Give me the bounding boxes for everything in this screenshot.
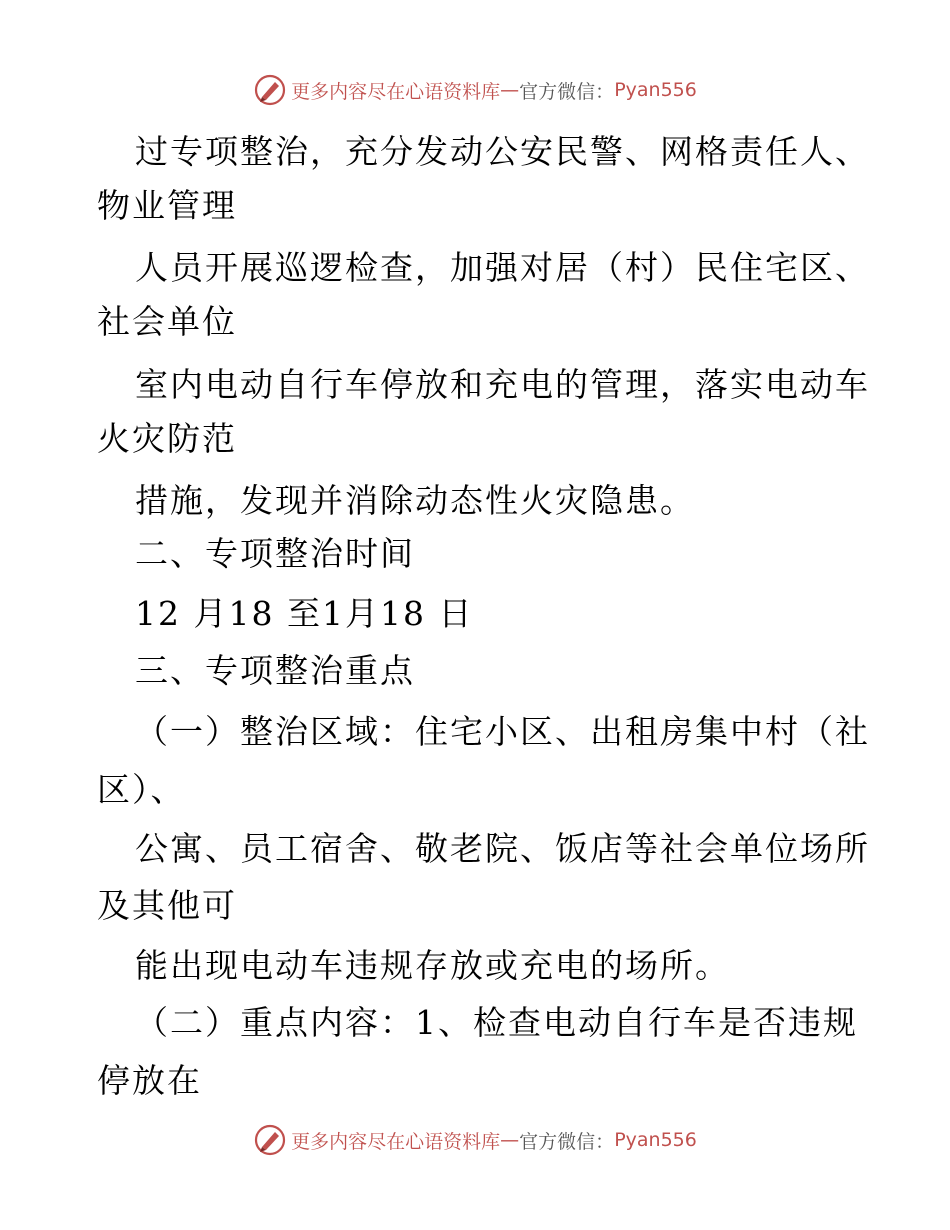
watermark-wechat-id: Pyan556	[614, 79, 697, 101]
watermark-separator: —	[500, 1129, 520, 1151]
paragraph-line: 及其他可	[97, 886, 237, 925]
paragraph-line: 过专项整治，充分发动公安民警、网格责任人、	[135, 132, 870, 171]
footer-watermark	[0, 1120, 950, 1160]
paragraph-line: 区）、	[97, 770, 186, 809]
paragraph-line: 停放在	[97, 1061, 202, 1100]
pen-nib-logo-icon	[253, 1123, 287, 1157]
paragraph-line: 能出现电动车违规存放或充电的场所。	[135, 946, 730, 985]
schedule-dates: 12 月18 至1月18 日	[135, 594, 474, 633]
section-heading: 三、专项整治重点	[135, 651, 415, 690]
paragraph-line: 室内电动自行车停放和充电的管理，落实电动车	[135, 365, 870, 404]
paragraph-line: 物业管理	[97, 186, 237, 225]
paragraph-line: （二）重点内容：1、检查电动自行车是否违规	[135, 1003, 858, 1042]
watermark-label: 官方微信：	[519, 80, 615, 103]
paragraph-line: 火灾防范	[97, 419, 237, 458]
section-heading: 二、专项整治时间	[135, 534, 415, 573]
watermark-text: 更多内容尽在心语资料库	[291, 80, 501, 103]
header-watermark	[0, 70, 950, 110]
paragraph-line: 公寓、员工宿舍、敬老院、饭店等社会单位场所	[135, 829, 870, 868]
watermark-text: 更多内容尽在心语资料库	[291, 1130, 501, 1153]
paragraph-line: （一）整治区域：住宅小区、出租房集中村（社	[135, 712, 870, 751]
pen-nib-logo-icon	[253, 73, 287, 107]
watermark-wechat-id: Pyan556	[614, 1129, 697, 1151]
paragraph-line: 社会单位	[97, 302, 237, 341]
paragraph-line: 措施，发现并消除动态性火灾隐患。	[135, 481, 695, 520]
watermark-separator: —	[500, 79, 520, 101]
watermark-label: 官方微信：	[519, 1130, 615, 1153]
paragraph-line: 人员开展巡逻检查，加强对居（村）民住宅区、	[135, 248, 870, 287]
